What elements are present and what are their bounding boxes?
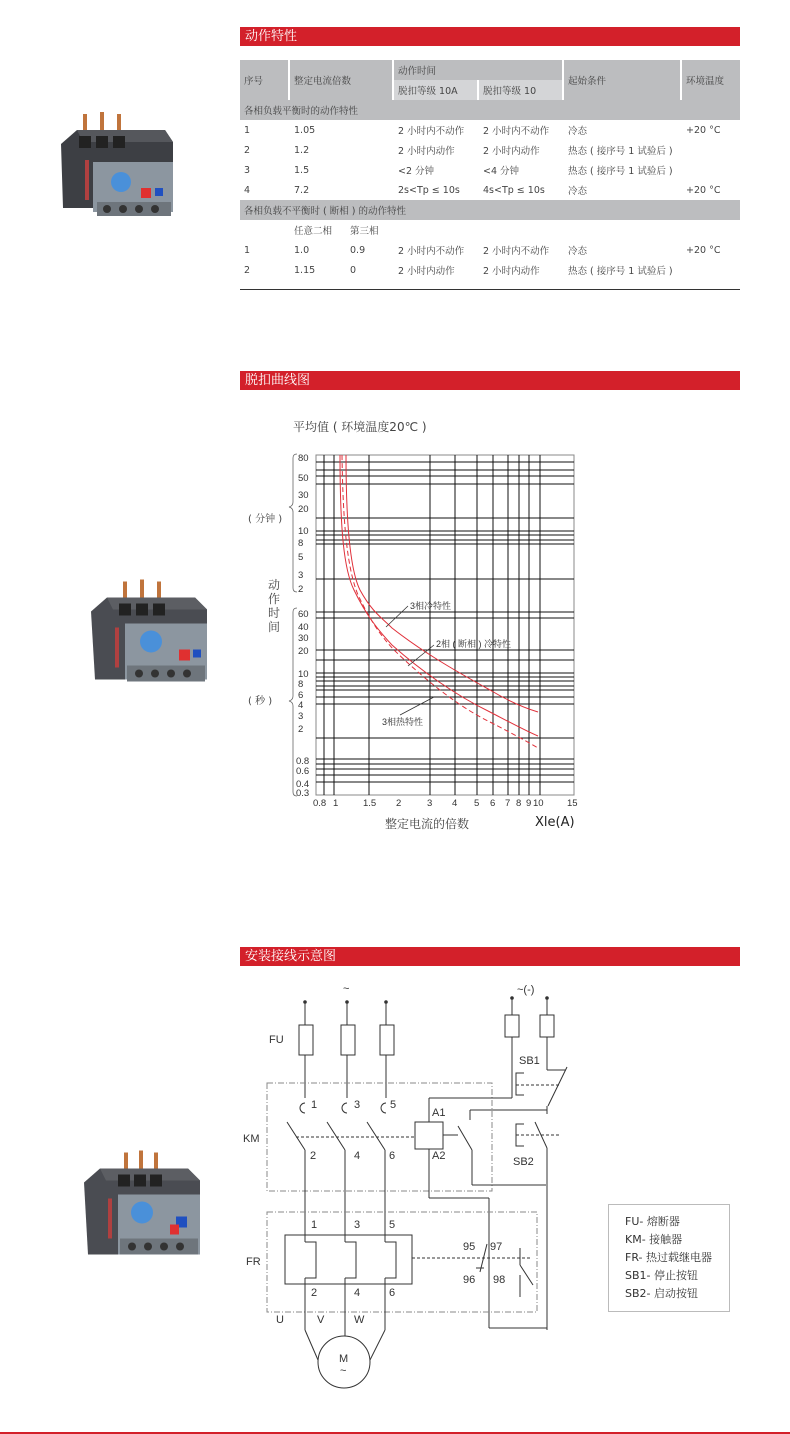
cell-t10a: 2 小时内不动作	[398, 246, 465, 257]
cell-no: 1	[244, 124, 251, 136]
legend-item-fu: FU- 熔断器	[625, 1215, 680, 1228]
characteristics-table	[238, 60, 742, 280]
cell-temp: +20 °C	[686, 124, 721, 136]
cell-t10: 2 小时内动作	[483, 146, 540, 157]
cell-no: 3	[244, 164, 251, 176]
x-tick: 8	[516, 798, 522, 809]
cell-temp: +20 °C	[686, 184, 721, 196]
x-tick: 15	[567, 798, 578, 809]
motor-label: M	[339, 1353, 349, 1365]
x-tick: 7	[505, 798, 511, 809]
cell-start: 冷态	[568, 126, 588, 137]
fr-terminal-1: 1	[311, 1219, 318, 1231]
cell-multiple-third: 0	[350, 264, 357, 276]
cell-t10: <4 分钟	[483, 166, 520, 177]
cell-no: 1	[244, 244, 251, 256]
cell-t10a: 2 小时内不动作	[398, 126, 465, 137]
label-a1: A1	[432, 1107, 446, 1119]
col-header-temp: 环境温度	[682, 60, 740, 100]
cell-multiple: 1.2	[294, 144, 310, 156]
label-fu: FU	[269, 1034, 284, 1046]
section-header-wiring: 安装接线示意图	[240, 947, 740, 966]
contact-95: 95	[463, 1241, 476, 1253]
y-tick: 50	[298, 473, 309, 484]
fr-terminal-4: 4	[354, 1287, 361, 1299]
y-tick: 60	[298, 609, 309, 620]
col-header-action-time: 动作时间	[394, 60, 562, 80]
table-row	[240, 160, 740, 180]
cell-temp	[682, 140, 740, 160]
y-tick: 10	[298, 526, 309, 537]
section-header-characteristics: 动作特性	[240, 27, 740, 46]
label-3phase-cold: 3相冷特性	[410, 601, 452, 611]
y-tick: 0.6	[296, 766, 310, 777]
y-unit-minutes: ( 分钟 )	[248, 514, 283, 525]
x-tick: 0.8	[313, 798, 327, 809]
table-row	[240, 120, 740, 140]
cell-empty	[394, 220, 477, 240]
y-tick: 4	[298, 700, 304, 711]
col-header-multiple: 整定电流倍数	[290, 60, 392, 100]
subheader-third: 第三相	[350, 226, 379, 237]
cell-no: 4	[244, 184, 251, 196]
relay-product-image	[55, 112, 185, 222]
group-title-unbalanced: 各相负载不平衡时 ( 断相 ) 的动作特性	[240, 200, 740, 220]
legend-item-sb2: SB2- 启动按钮	[625, 1287, 698, 1300]
y-tick: 3	[298, 711, 304, 722]
legend-item-km: KM- 接触器	[625, 1233, 683, 1246]
label-sb1: SB1	[519, 1055, 540, 1067]
col-header-start: 起始条件	[564, 60, 680, 100]
fr-terminal-6: 6	[389, 1287, 396, 1299]
x-tick: 1.5	[363, 798, 377, 809]
x-tick: 1	[333, 798, 339, 809]
cell-multiple: 1.5	[294, 164, 310, 176]
section-header-curve: 脱扣曲线图	[240, 371, 740, 390]
cell-temp: +20 °C	[686, 244, 721, 256]
col-header-no: 序号	[240, 60, 288, 100]
y-tick: 8	[298, 679, 304, 690]
table-row	[240, 260, 740, 280]
table-row	[240, 140, 740, 160]
label-fr: FR	[246, 1256, 261, 1268]
cell-empty	[479, 220, 562, 240]
legend-item-sb1: SB1- 停止按钮	[625, 1269, 698, 1282]
km-terminal-5: 5	[390, 1099, 397, 1111]
y-tick: 40	[298, 622, 309, 633]
ac-supply-symbol: ~	[343, 983, 350, 995]
cell-temp	[682, 260, 740, 280]
km-terminal-3: 3	[354, 1099, 361, 1111]
x-tick: 6	[490, 798, 496, 809]
cell-empty	[240, 220, 288, 240]
x-tick: 2	[396, 798, 402, 809]
cell-multiple: 1.05	[294, 124, 316, 136]
legend-item-fr: FR- 热过载继电器	[625, 1251, 712, 1264]
cell-start: 热态 ( 接序号 1 试验后 )	[568, 146, 673, 157]
relay-product-image	[85, 577, 215, 692]
x-tick: 3	[427, 798, 433, 809]
y-tick: 0.8	[296, 756, 310, 767]
label-3phase-hot: 3相热特性	[382, 717, 424, 727]
y-tick: 2	[298, 724, 304, 735]
km-terminal-6: 6	[389, 1150, 396, 1162]
y-tick: 6	[298, 690, 304, 701]
cell-multiple: 1.0	[294, 244, 310, 256]
table-row	[240, 180, 740, 200]
cell-start: 热态 ( 接序号 1 试验后 )	[568, 266, 673, 277]
y-tick: 0.4	[296, 779, 310, 790]
x-tick: 9	[526, 798, 532, 809]
motor-ac-symbol: ~	[340, 1365, 347, 1377]
fr-terminal-5: 5	[389, 1219, 396, 1231]
cell-t10: 2 小时内不动作	[483, 246, 550, 257]
cell-empty	[564, 220, 680, 240]
group-title-balanced: 各相负载平衡时的动作特性	[240, 100, 740, 120]
km-terminal-1: 1	[311, 1099, 318, 1111]
y-tick: 2	[298, 584, 304, 595]
contact-98: 98	[493, 1274, 506, 1286]
y-tick: 8	[298, 538, 304, 549]
table-subheader-row	[240, 220, 740, 240]
y-tick: 30	[298, 490, 309, 501]
fr-terminal-2: 2	[311, 1287, 318, 1299]
table-bottom-rule	[240, 289, 740, 290]
phase-v: V	[317, 1314, 325, 1326]
cell-t10a: <2 分钟	[398, 166, 435, 177]
col-header-class10a: 脱扣等级 10A	[394, 80, 477, 100]
y-axis-label: 动作时间	[268, 578, 281, 634]
y-tick: 30	[298, 633, 309, 644]
cell-t10a: 2 小时内动作	[398, 266, 455, 277]
wiring-diagram	[238, 975, 598, 1400]
wiring-legend	[608, 1204, 730, 1312]
cell-no: 2	[244, 144, 251, 156]
cell-start: 冷态	[568, 246, 588, 257]
control-supply-symbol: ~(-)	[517, 984, 535, 996]
x-axis-label: 整定电流的倍数	[385, 817, 470, 831]
cell-t10: 2 小时内动作	[483, 266, 540, 277]
fr-terminal-3: 3	[354, 1219, 361, 1231]
subheader-any-two: 任意二相	[294, 226, 333, 237]
y-tick: 0.3	[296, 788, 310, 799]
contact-97: 97	[490, 1241, 503, 1253]
label-2phase-cold: 2相 ( 断相 ) 冷特性	[436, 639, 512, 649]
y-tick: 20	[298, 646, 309, 657]
phase-u: U	[276, 1314, 284, 1326]
cell-temp	[682, 160, 740, 180]
label-km: KM	[243, 1133, 260, 1145]
trip-curve-chart	[280, 450, 590, 815]
y-tick: 10	[298, 669, 309, 680]
x-axis-unit: Xle(A)	[535, 815, 575, 830]
cell-empty	[682, 220, 740, 240]
y-unit-seconds: ( 秒 )	[248, 696, 273, 707]
cell-t10a: 2s<Tp ≤ 10s	[398, 184, 460, 196]
col-header-class10: 脱扣等级 10	[479, 80, 562, 100]
y-tick: 20	[298, 504, 309, 515]
cell-multiple: 7.2	[294, 184, 310, 196]
km-terminal-2: 2	[310, 1150, 317, 1162]
cell-t10: 4s<Tp ≤ 10s	[483, 184, 545, 196]
y-tick: 80	[298, 453, 309, 464]
relay-product-image	[78, 1148, 208, 1263]
y-tick: 5	[298, 552, 304, 563]
x-tick: 4	[452, 798, 458, 809]
cell-t10a: 2 小时内动作	[398, 146, 455, 157]
cell-multiple: 1.15	[294, 264, 316, 276]
phase-w: W	[354, 1314, 365, 1326]
chart-title: 平均值 ( 环境温度20℃ )	[293, 420, 427, 434]
y-tick: 3	[298, 570, 304, 581]
cell-t10: 2 小时内不动作	[483, 126, 550, 137]
cell-multiple-third: 0.9	[350, 244, 366, 256]
x-tick: 10	[533, 798, 544, 809]
x-tick: 5	[474, 798, 480, 809]
cell-start: 冷态	[568, 186, 588, 197]
table-row	[240, 240, 740, 260]
cell-no: 2	[244, 264, 251, 276]
label-sb2: SB2	[513, 1156, 534, 1168]
contact-96: 96	[463, 1274, 476, 1286]
km-terminal-4: 4	[354, 1150, 361, 1162]
label-a2: A2	[432, 1150, 446, 1162]
cell-start: 热态 ( 接序号 1 试验后 )	[568, 166, 673, 177]
